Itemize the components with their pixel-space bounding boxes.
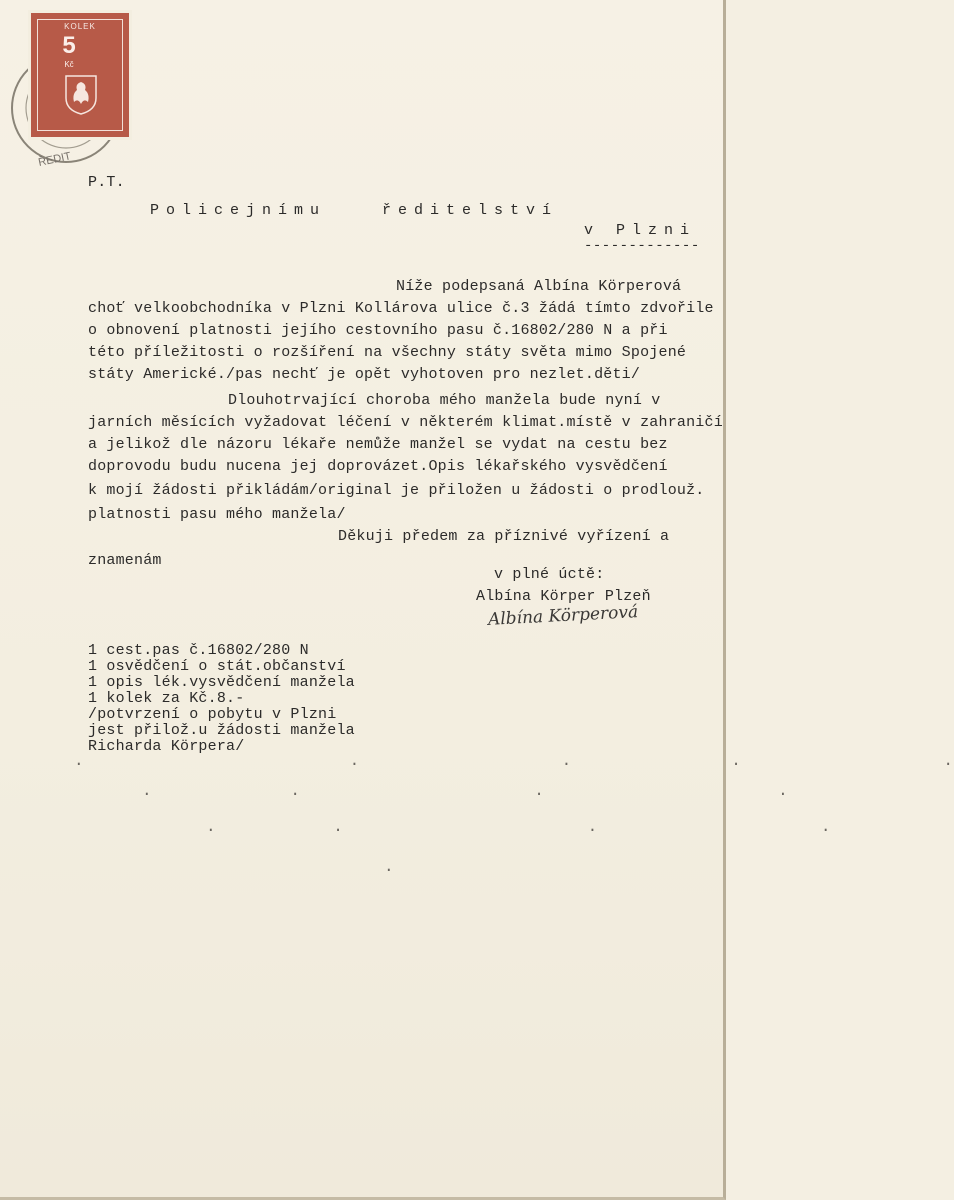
body-line: Děkuji předem za příznivé vyřízení a <box>338 528 670 545</box>
body-line: doprovodu budu nucena jej doprovázet.Opis lékařského vysvědčení <box>88 458 668 475</box>
sender-name: Albína Körper Plzeň <box>476 588 651 605</box>
body-line: Dlouhotrvající choroba mého manžela bude nyní v <box>228 392 661 409</box>
lion-emblem-icon <box>62 72 100 116</box>
body-line: k mojí žádosti přikládám/original je přiložen u žádosti o prodlouž. <box>88 482 705 499</box>
handwritten-signature: Albína Körperová <box>487 602 639 630</box>
enclosure-item: jest přilož.u žádosti manžela <box>88 722 355 739</box>
enclosure-item: /potvrzení o pobytu v Plzni <box>88 706 337 723</box>
bleed-through-marks: . <box>384 858 395 876</box>
stamp-currency: Kč <box>64 60 74 69</box>
body-line: o obnovení platnosti jejího cestovního pasu č.16802/280 N a při <box>88 322 668 339</box>
postmark-text: ŘEDIT <box>37 150 73 169</box>
body-line: choť velkoobchodníka v Plzni Kollárova ulice č.3 žádá tímto zdvořile <box>88 300 714 317</box>
stamp-word: KOLEK <box>64 22 96 31</box>
salutation: P.T. <box>88 174 125 191</box>
body-line: státy Americké./pas nechť je opět vyhotoven pro nezlet.děti/ <box>88 366 641 383</box>
body-line: jarních měsících vyžadovat léčení v některém klimat.místě v zahraničí <box>88 414 723 431</box>
enclosure-item: 1 kolek za Kč.8.- <box>88 690 245 707</box>
body-line: znamenám <box>88 552 162 569</box>
addressee-line1-part1: Policejnímu <box>150 202 327 219</box>
stamp-frame <box>37 19 123 131</box>
bleed-through-marks: . . . . . <box>74 752 954 770</box>
body-line: této příležitosti o rozšíření na všechny státy světa mimo Spojené <box>88 344 687 361</box>
enclosure-item: 1 opis lék.vysvědčení manžela <box>88 674 355 691</box>
body-line: Níže podepsaná Albína Körperová <box>396 278 682 295</box>
revenue-stamp <box>28 10 132 140</box>
bleed-through-marks: . . . . <box>206 818 832 836</box>
addressee-line1-part2: ředitelství <box>382 202 559 219</box>
enclosure-item: 1 cest.pas č.16802/280 N <box>88 642 309 659</box>
stamp-value: 5 <box>62 32 76 59</box>
enclosure-item: Richarda Körpera/ <box>88 738 245 755</box>
body-line: a jelikož dle názoru lékaře nemůže manžel se vydat na cestu bez <box>88 436 668 453</box>
bleed-through-marks: . . . . <box>142 782 789 800</box>
closing-greeting: v plné úctě: <box>494 566 605 583</box>
body-line: platnosti pasu mého manžela/ <box>88 506 346 523</box>
enclosure-item: 1 osvědčení o stát.občanství <box>88 658 346 675</box>
revenue-stamp-area <box>6 10 126 170</box>
addressee-underline: ------------- <box>584 238 700 254</box>
addressee-line2: v Plzni <box>584 222 697 239</box>
